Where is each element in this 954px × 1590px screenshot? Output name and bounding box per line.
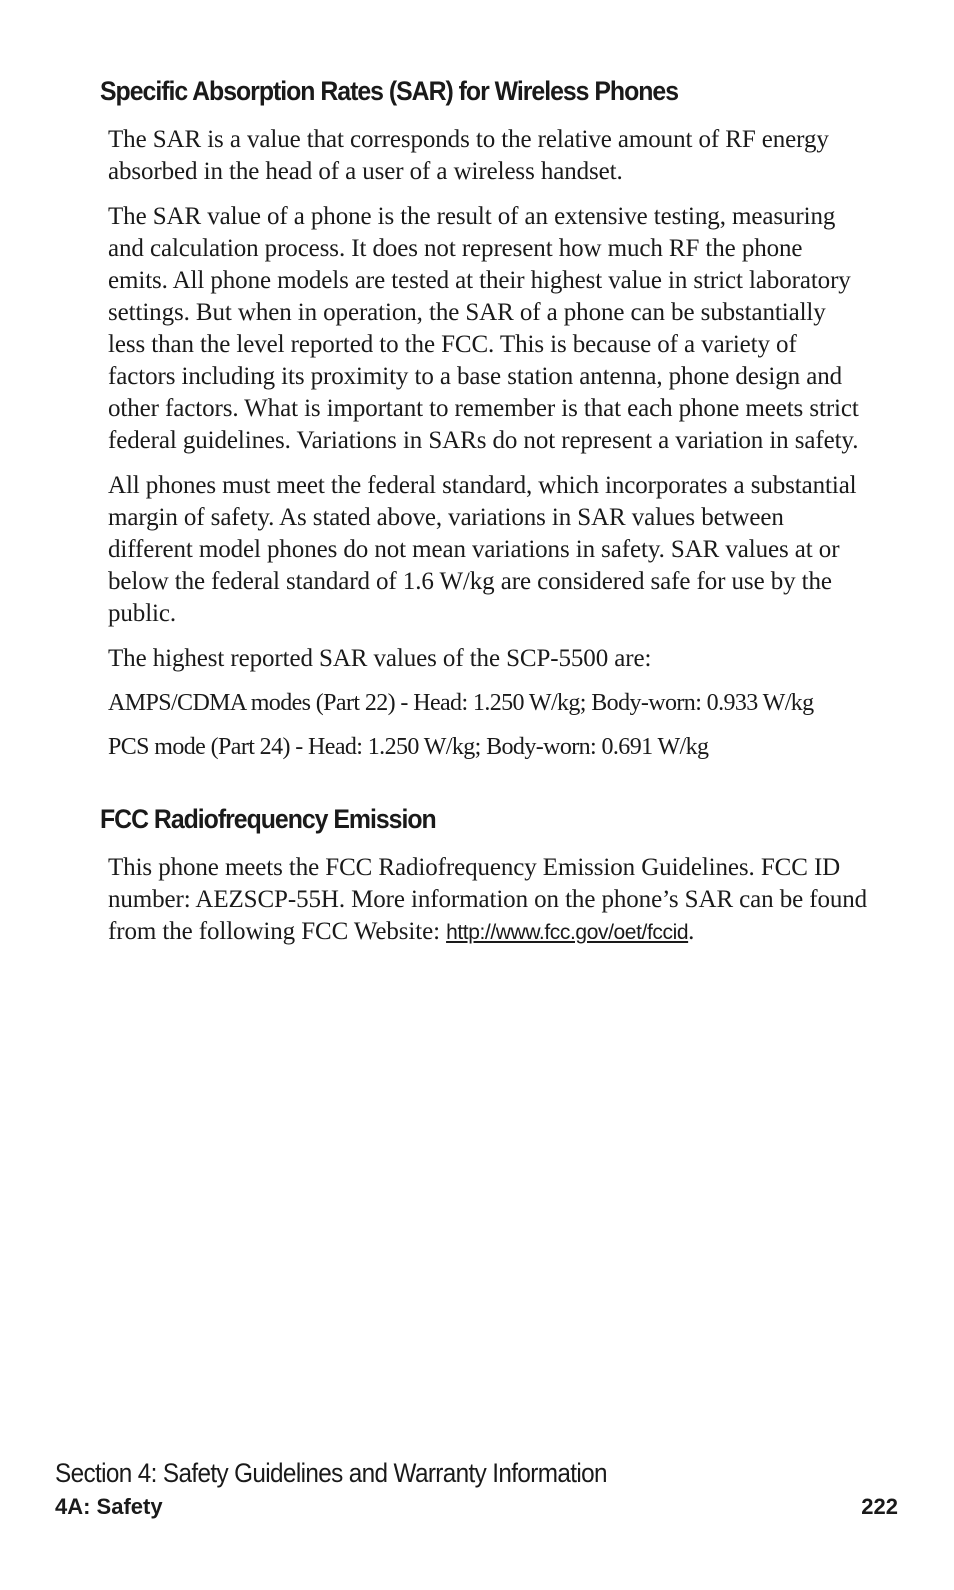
sar-value-pcs: PCS mode (Part 24) - Head: 1.250 W/kg; Body-worn: 0.691 W/kg — [108, 734, 709, 760]
sar-paragraph-3: All phones must meet the federal standard, which incorporates a substantial margin of safety. As stated above, variations in SAR values between different model phones do not mean variations in safety. SAR values at or below the federal standard of 1.6 W/kg are considered safe for use by the public. — [108, 472, 857, 627]
sar-body — [108, 124, 868, 776]
sar-paragraph-2: The SAR value of a phone is the result of an extensive testing, measuring and calculation process. It does not represent how much RF the phone emits. All phone models are tested at their highest value in strict laboratory settings. But when in operation, the SAR of a phone can be substantially less than the level reported to the FCC. This is because of a variety of factors including its proximity to a base station antenna, phone design and other factors. What is important to remember is that each phone meets strict federal guidelines. Variations in SARs do not represent a variation in safety. — [108, 203, 859, 454]
fcc-website-link[interactable]: http://www.fcc.gov/oet/fccid — [446, 921, 689, 944]
sar-paragraph-1: The SAR is a value that corresponds to the relative amount of RF energy absorbed in the head of a user of a wireless handset. — [108, 126, 829, 185]
sar-paragraph-4: The highest reported SAR values of the SCP-5500 are: — [108, 645, 652, 672]
fcc-trailing-period: . — [688, 918, 695, 945]
footer-section-title: Section 4: Safety Guidelines and Warranty Information — [55, 1458, 607, 1488]
page-number: 222 — [861, 1494, 898, 1519]
fcc-body — [108, 852, 868, 962]
fcc-heading: FCC Radiofrequency Emission — [100, 804, 436, 834]
sar-heading: Specific Absorption Rates (SAR) for Wireless Phones — [100, 76, 679, 106]
sar-value-amps-cdma: AMPS/CDMA modes (Part 22) - Head: 1.250 W/kg; Body-worn: 0.933 W/kg — [108, 690, 814, 716]
footer-subsection: 4A: Safety — [55, 1494, 163, 1519]
fcc-paragraph — [108, 852, 868, 949]
fcc-text: This phone meets the FCC Radiofrequency Emission Guidelines. FCC ID number: AEZSCP-55H. More information on the phone’s SAR can be found from the following FCC Website: — [108, 854, 868, 945]
